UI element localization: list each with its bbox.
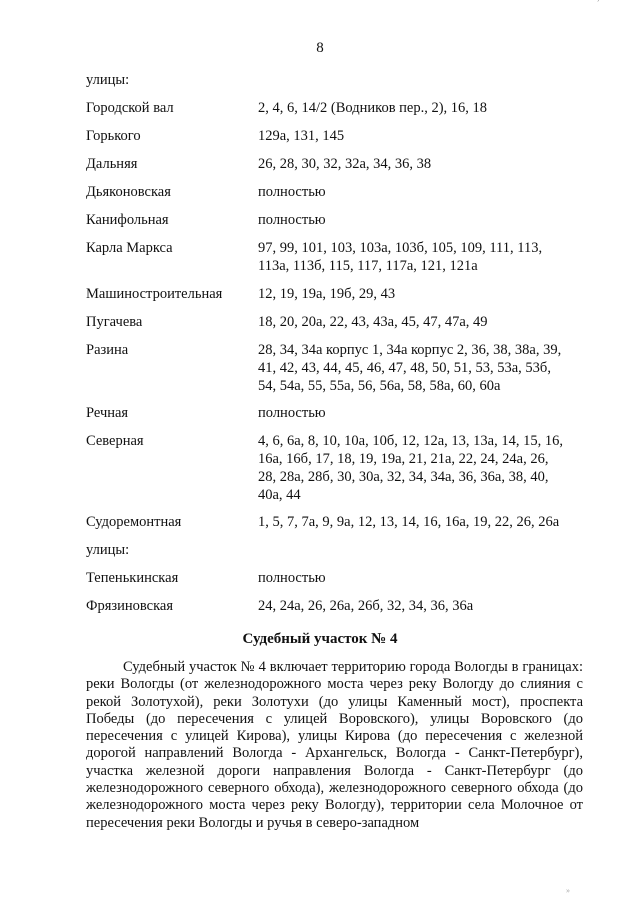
house-numbers: полностью <box>258 184 326 200</box>
street-name: Фрязиновская <box>86 598 173 614</box>
street-name: Тепенькинская <box>86 570 179 586</box>
section-title: Судебный участок № 4 <box>242 631 398 647</box>
street-name: Разина <box>86 342 129 358</box>
house-numbers: 18, 20, 20а, 22, 43, 43а, 45, 47, 47а, 49 <box>258 314 488 330</box>
street-name: Речная <box>86 405 129 421</box>
street-name: Карла Маркса <box>86 240 173 256</box>
street-name: Горького <box>86 128 141 144</box>
house-numbers: 1, 5, 7, 7а, 9, 9а, 12, 13, 14, 16, 16а, 19, 22, 26, 26а <box>258 514 560 530</box>
section-paragraph: Судебный участок № 4 включает территорию города Вологды в границах: реки Вологды (от железнодорожного моста через реку Вологду до слияния с рекой Золотухой), реки Золотухи (до улицы Каменный мост), проспекта Победы (до пересечения с улицей Воровского), улицы Воровского (до пересечения с улицей Кирова), улицы Кирова (до пересечения с железной дорогой направлений Вологда - Архангельск, Вологда - Санкт-Петербург), участка железной дороги направления Вологда - Санкт-Петербург (до железнодорожного северного обхода), железнодорожного северного обхода (до железнодорожного моста через реку Вологду), территории села Молочное от пересечения реки Вологды и ручья в северо-западном <box>86 659 583 831</box>
house-numbers: 12, 19, 19а, 19б, 29, 43 <box>258 286 396 302</box>
house-numbers: полностью <box>258 405 326 421</box>
page-number: 8 <box>316 40 324 56</box>
street-name: Пугачева <box>86 314 143 330</box>
house-numbers: 4, 6, 6а, 8, 10, 10а, 10б, 12, 12а, 13, 13а, 14, 15, 16, 16а, 16б, 17, 18, 19, 19а, 21, 21а, 22, 24, 24а, 26, 28, 28а, 28б, 30, 30а, 32, 34, 34а, 36, 36а, 38, 40, 40а, 44 <box>258 433 563 503</box>
house-numbers: 26, 28, 30, 32, 32а, 34, 36, 38 <box>258 156 432 172</box>
house-numbers: полностью <box>258 212 326 228</box>
house-numbers: 2, 4, 6, 14/2 (Водников пер., 2), 16, 18 <box>258 100 488 116</box>
house-numbers: 129а, 131, 145 <box>258 128 345 144</box>
street-name: Дальняя <box>86 156 138 172</box>
bottom-scan-mark: » <box>566 886 570 895</box>
street-heading: улицы: <box>86 72 130 88</box>
street-name: Машиностроительная <box>86 286 223 302</box>
house-numbers: 97, 99, 101, 103, 103а, 103б, 105, 109, 111, 113, 113а, 113б, 115, 117, 117а, 121, 121а <box>258 240 543 274</box>
house-numbers: 24, 24а, 26, 26а, 26б, 32, 34, 36, 36а <box>258 598 474 614</box>
house-numbers: 28, 34, 34а корпус 1, 34а корпус 2, 36, 38, 38а, 39, 41, 42, 43, 44, 45, 46, 47, 48, 50, 51, 53, 53а, 53б, 54, 54а, 55, 55а, 56, 56а, 58, 58а, 60, 60а <box>258 342 562 394</box>
street-name: Дьяконовская <box>86 184 171 200</box>
street-name: Канифольная <box>86 212 169 228</box>
street-name: Судоремонтная <box>86 514 182 530</box>
street-name: Городской вал <box>86 100 174 116</box>
house-numbers: полностью <box>258 570 326 586</box>
street-heading: улицы: <box>86 542 130 558</box>
street-name: Северная <box>86 433 144 449</box>
corner-scan-mark: ’ <box>596 0 600 9</box>
